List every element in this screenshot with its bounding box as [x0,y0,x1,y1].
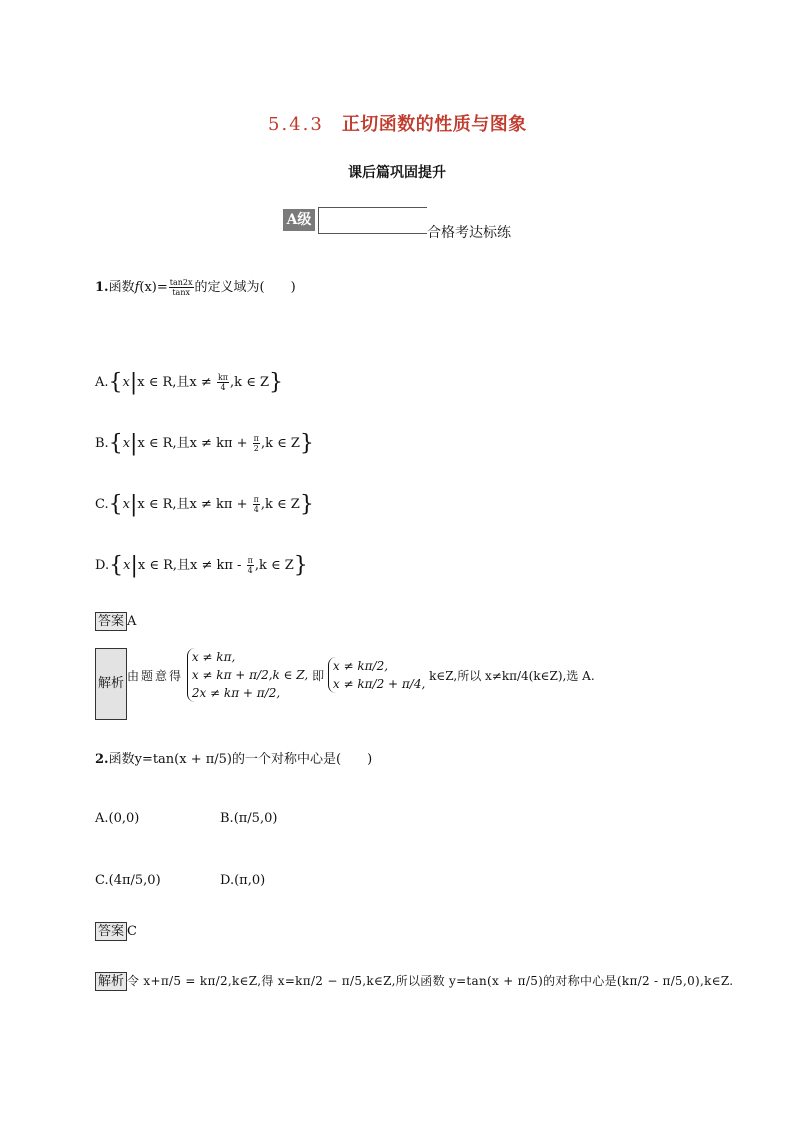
option-before: x ∈ R,且x ≠ kπ + [137,436,252,451]
option-frac-bottom: 4 [220,383,226,392]
q1-frac-bottom: tanx [172,288,190,297]
q2-option-c [95,873,161,888]
q1-func-arg: (x)= [139,280,168,295]
option-label: B. [220,811,234,826]
q1-option-b: B.{x|x ∈ R,且x ≠ kπ + $\frac{\pi}{2}$ ,k ∈ Z} [95,431,314,456]
q1-stem-prefix: 函数 [108,280,135,295]
analysis-system-2 [328,657,425,693]
option-frac-bottom: 4 [253,505,259,514]
subtitle: 课后篇巩固提升 [348,165,446,181]
section-title [268,110,527,136]
analysis-text: 令 x+π/5 = kπ/2,k∈Z,得 x=kπ/2 − π/5,k∈Z,所以函数 y=tan(x + π/5)的对称中心是(kπ/2 - π/5,0),k∈Z. [127,974,734,988]
q1-stem [95,276,296,297]
analysis-tag: 解析 [95,648,127,720]
analysis-lead: 由题意得 [127,668,184,683]
q1-number: 1. [95,280,109,295]
option-label: A. [95,375,109,390]
option-text: (0,0) [108,811,140,826]
option-text: (4π/5,0) [108,873,161,888]
section-number: 5.4.3 [268,114,324,135]
q1-func-name: f [134,280,140,295]
q2-stem-func: y=tan(x + π/5) [134,752,233,767]
option-frac-top: π [253,434,259,443]
option-after: ,k ∈ Z [254,558,294,573]
q2-option-b [220,811,277,826]
option-after: ,k ∈ Z [260,436,300,451]
q2-option-a [95,811,139,826]
q1-answer [95,612,136,631]
system-line: x ≠ kπ/2, [332,659,389,673]
q1-frac-top: tan2x [169,278,193,287]
q1-analysis [127,648,595,702]
option-frac-top: kπ [217,373,229,382]
system-line: 2x ≠ kπ + π/2, [191,686,281,700]
option-before: x ∈ R,且x ≠ kπ + [137,497,252,512]
system-line: x ≠ kπ, [191,650,236,664]
analysis-tag: 解析 [95,972,127,991]
answer-tag: 答案 [95,922,127,941]
q1-stem-suffix: 的定义域为( ) [194,280,296,295]
analysis-tail: k∈Z,所以 x≠kπ/4(k∈Z),选 A. [429,668,595,683]
q2-analysis [95,972,733,991]
option-label: A. [95,811,109,826]
option-label: D. [95,558,110,573]
option-label: C. [95,873,109,888]
answer-value: C [127,924,137,939]
option-label: D. [220,873,235,888]
analysis-mid: 即 [312,668,325,683]
option-frac-top: π [253,495,259,504]
option-label: C. [95,497,109,512]
answer-tag: 答案 [95,612,127,631]
analysis-system-1 [187,648,308,702]
q1-fraction [169,278,194,297]
q1-option-c: C.{x|x ∈ R,且x ≠ kπ + $\frac{\pi}{4}$ ,k ∈ Z} [95,492,314,517]
level-name: 合格考达标练 [427,225,511,241]
system-line: x ≠ kπ + π/2,k ∈ Z, [191,668,309,682]
q1-option-d: D.{x|x ∈ R,且x ≠ kπ - $\frac{\pi}{4}$ ,k ∈ Z} [95,553,308,578]
system-line: x ≠ kπ/2 + π/4, [332,677,426,691]
q2-number: 2. [95,752,109,767]
answer-value: A [127,614,137,629]
section-title-text: 正切函数的性质与图象 [341,114,527,135]
option-after: ,k ∈ Z [230,375,269,390]
option-frac-top: π [247,556,253,565]
option-text: (π,0) [234,873,266,888]
option-frac-bottom: 4 [247,566,253,575]
option-text: (π/5,0) [233,811,278,826]
option-before: x ∈ R,且x ≠ [137,375,216,390]
option-after: ,k ∈ Z [260,497,300,512]
q2-stem-suffix: 的一个对称中心是( ) [232,752,373,767]
level-box [318,207,427,234]
level-badge: A级 [283,209,315,231]
option-frac-bottom: 2 [253,444,259,453]
option-label: B. [95,436,109,451]
q2-answer [95,922,137,941]
q1-option-a: A.{x|x ∈ R,且x ≠ $\frac{k\pi}{4}$ ,k ∈ Z} [95,370,283,395]
q2-stem [95,748,372,767]
q2-stem-prefix: 函数 [108,752,135,767]
q2-option-d [220,873,265,888]
option-before: x ∈ R,且x ≠ kπ - [137,558,246,573]
